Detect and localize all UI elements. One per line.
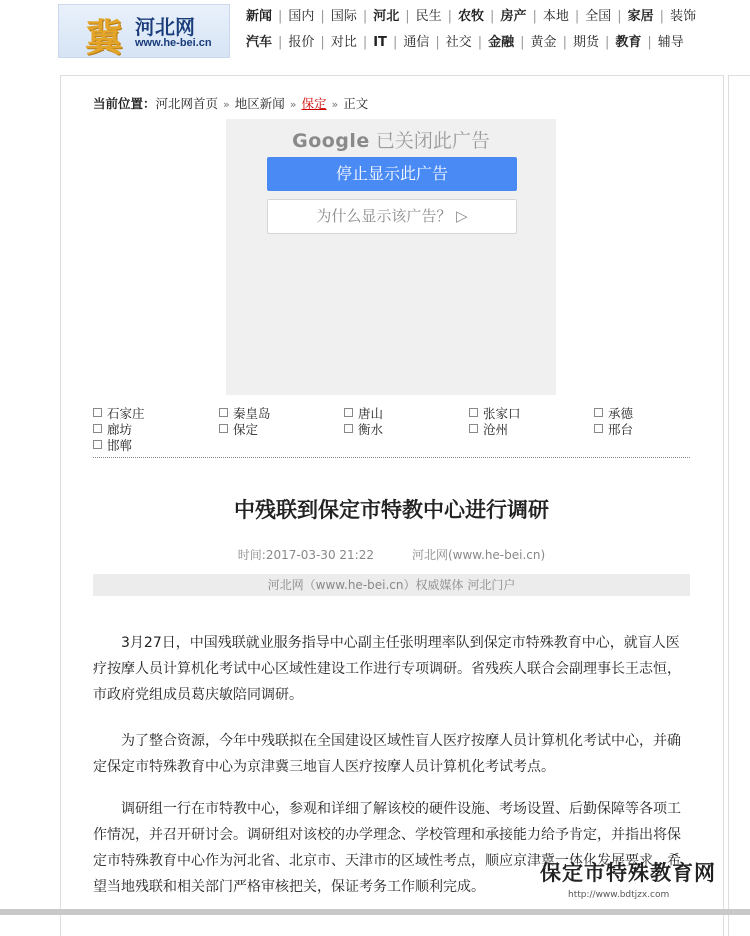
nav-link[interactable]: 辅导	[657, 35, 684, 50]
city-label: 邢台	[608, 422, 634, 437]
article-paragraph: 为了整合资源，今年中残联拟在全国建设区域性盲人医疗按摩人员计算机化考试中心，并确定保定市特殊教育中心为京津冀三地盲人医疗按摩人员计算机化考试考点。	[93, 733, 681, 775]
site-logo[interactable]	[58, 4, 230, 58]
nav-link[interactable]: 期货	[572, 35, 599, 50]
city-link[interactable]	[594, 420, 633, 438]
nav-link[interactable]: 国际	[330, 9, 357, 24]
why-this-ad-button[interactable]: 为什么显示该广告？ ▷	[267, 199, 517, 234]
breadcrumb	[93, 94, 368, 112]
source-strip: 河北网（www.he-bei.cn）权威媒体 河北门户	[93, 574, 690, 596]
nav-separator: |	[278, 35, 283, 50]
nav-separator: |	[392, 35, 398, 50]
article-title: 中残联到保定市特教中心进行调研	[234, 497, 549, 522]
nav-link[interactable]: 农牧	[458, 9, 485, 24]
article-paragraph: 调研组一行在市特教中心，参观和详细了解该校的硬件设施、考场设置、后勤保障等各项工作情况，并召开研讨会。调研组对该校的办学理念、学校管理和承接能力给予肯定，并指出将保定市特殊教育中心作为河北省、北京市、天津市的区域性考点，顺应京津冀一体化发展要求，希望当地残联和相关部门严格审核把关，保证考务工作顺利完成。	[93, 801, 681, 895]
nav-link[interactable]: 民生	[415, 9, 442, 24]
nav-separator: |	[562, 35, 567, 50]
logo-name: 河北网	[135, 15, 195, 39]
city-label: 石家庄	[107, 406, 145, 421]
nav-separator: |	[477, 35, 483, 50]
top-nav-row-2	[246, 31, 684, 53]
city-link[interactable]	[344, 420, 383, 438]
city-label: 唐山	[358, 406, 384, 421]
square-bullet-icon	[594, 408, 603, 417]
square-bullet-icon	[93, 408, 102, 417]
breadcrumb-current: 正文	[343, 96, 369, 111]
nav-link[interactable]: 河北	[373, 9, 400, 24]
horizontal-scrollbar[interactable]	[0, 909, 750, 915]
square-bullet-icon	[594, 424, 603, 433]
google-logo: Google	[292, 130, 370, 152]
nav-link[interactable]: 通信	[403, 35, 430, 50]
nav-separator: |	[520, 35, 525, 50]
ad-closed-notice	[226, 126, 556, 153]
square-bullet-icon	[93, 440, 102, 449]
nav-link[interactable]: 报价	[288, 35, 315, 50]
stop-showing-ad-button[interactable]: 停止显示此广告	[267, 157, 517, 191]
nav-link[interactable]: 教育	[615, 35, 642, 50]
chevron-right-icon: »	[289, 98, 297, 111]
nav-link[interactable]: 汽车	[246, 35, 273, 50]
square-bullet-icon	[219, 424, 228, 433]
square-bullet-icon	[469, 424, 478, 433]
nav-link[interactable]: 新闻	[246, 9, 273, 24]
nav-separator: |	[362, 35, 368, 50]
nav-link[interactable]: 对比	[330, 35, 357, 50]
city-label: 沧州	[483, 422, 509, 437]
city-label: 邯郸	[107, 438, 133, 453]
nav-separator: |	[320, 9, 325, 24]
city-label: 保定	[233, 422, 259, 437]
nav-separator: |	[647, 35, 652, 50]
city-label: 承德	[608, 406, 634, 421]
nav-link[interactable]: 家居	[627, 9, 654, 24]
article-paragraph: 3月27日，中国残联就业服务指导中心副主任张明理率队到保定市特殊教育中心，就盲人医疗按摩人员计算机化考试中心区域性建设工作进行专项调研。省残疾人联合会副理事长王志恒，市政府党组成员葛庆敏陪同调研。	[93, 635, 681, 703]
watermark	[540, 857, 750, 907]
nav-link[interactable]: 本地	[542, 9, 569, 24]
divider	[93, 457, 690, 458]
publish-time: 时间:2017-03-30 21:22	[237, 548, 374, 562]
nav-link[interactable]: 国内	[288, 9, 315, 24]
nav-separator: |	[532, 9, 537, 24]
nav-separator: |	[574, 9, 580, 24]
nav-separator: |	[604, 35, 610, 50]
city-label: 衡水	[358, 422, 384, 437]
nav-link[interactable]: IT	[373, 35, 387, 50]
city-label: 廊坊	[107, 422, 133, 437]
city-link[interactable]	[219, 420, 258, 438]
nav-link[interactable]: 全国	[585, 9, 612, 24]
nav-link[interactable]: 房产	[500, 9, 527, 24]
ad-closed-text: 已关闭此广告	[375, 130, 490, 152]
city-link[interactable]	[469, 420, 508, 438]
nav-separator: |	[447, 9, 453, 24]
square-bullet-icon	[219, 408, 228, 417]
city-link[interactable]	[93, 436, 132, 454]
nav-separator: |	[278, 9, 283, 24]
nav-link[interactable]: 金融	[488, 35, 515, 50]
site-header	[0, 0, 750, 62]
nav-separator: |	[320, 35, 325, 50]
breadcrumb-region-link[interactable]: 地区新闻	[234, 96, 285, 111]
breadcrumb-home-link[interactable]: 河北网首页	[155, 96, 219, 111]
logo-url: www.he-bei.cn	[135, 37, 212, 49]
nav-link[interactable]: 黄金	[530, 35, 557, 50]
nav-separator: |	[435, 35, 440, 50]
city-label: 张家口	[483, 406, 521, 421]
nav-separator: |	[490, 9, 495, 24]
city-label: 秦皇岛	[233, 406, 271, 421]
square-bullet-icon	[344, 424, 353, 433]
breadcrumb-baoding-link[interactable]: 保定	[301, 96, 327, 111]
chevron-right-icon: »	[331, 98, 339, 111]
logo-emblem: 冀	[85, 15, 124, 60]
article-source[interactable]: 河北网(www.he-bei.cn)	[411, 548, 546, 562]
nav-link[interactable]: 装饰	[670, 9, 697, 24]
article-meta	[93, 546, 690, 563]
nav-separator: |	[617, 9, 622, 24]
top-nav-row-1	[246, 5, 696, 27]
nav-separator: |	[362, 9, 368, 24]
nav-link[interactable]: 社交	[445, 35, 472, 50]
square-bullet-icon	[344, 408, 353, 417]
ad-placeholder	[226, 119, 556, 395]
chevron-right-icon: »	[223, 98, 230, 111]
watermark-url: http://www.bdtjzx.com	[568, 890, 670, 900]
right-column	[728, 75, 750, 936]
nav-separator: |	[659, 9, 665, 24]
watermark-text: 保定市特殊教育网	[540, 860, 716, 885]
square-bullet-icon	[93, 424, 102, 433]
square-bullet-icon	[469, 408, 478, 417]
nav-separator: |	[405, 9, 410, 24]
breadcrumb-label: 当前位置：	[93, 96, 156, 111]
